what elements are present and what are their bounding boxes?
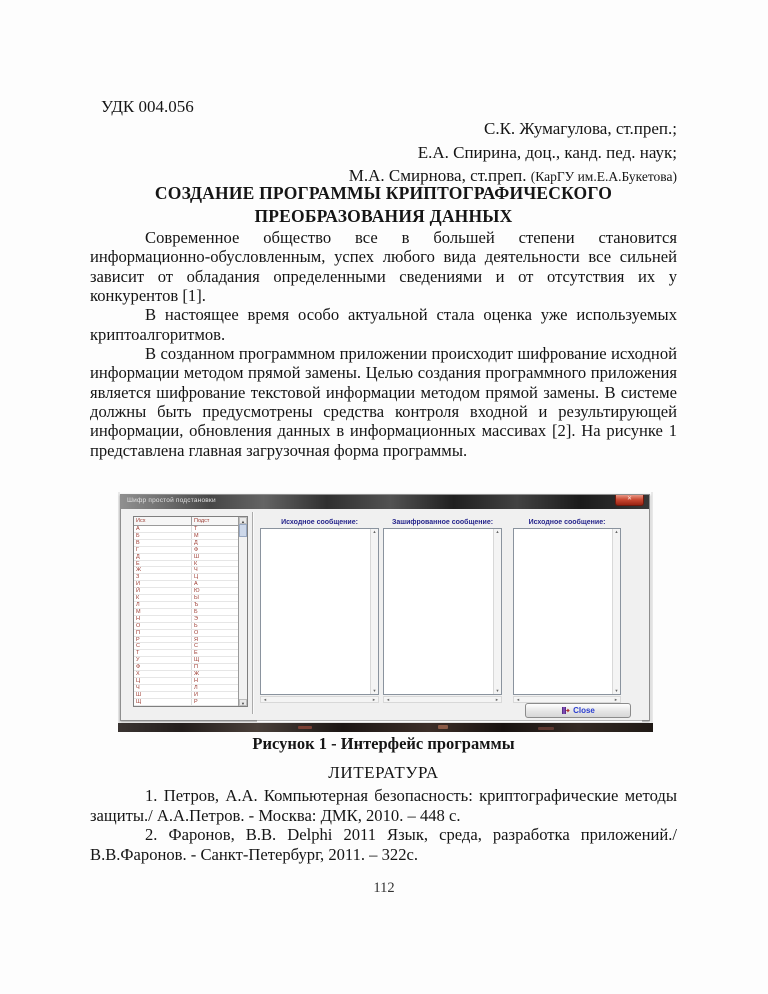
literature-heading: ЛИТЕРАТУРА <box>328 763 439 782</box>
scroll-left-icon[interactable]: ◄ <box>386 697 390 702</box>
substitute-letter: Л <box>194 684 198 691</box>
author-line <box>349 117 677 141</box>
source-letter: З <box>134 574 192 580</box>
source-letter: У <box>134 657 192 663</box>
panel-source-message <box>260 518 379 703</box>
scroll-down-icon[interactable]: ▼ <box>372 688 377 693</box>
source-letter: О <box>134 623 192 629</box>
source-letter: Й <box>134 588 192 594</box>
substitute-letter: С <box>194 643 198 650</box>
scroll-up-icon[interactable]: ▲ <box>614 529 619 534</box>
source-letter: П <box>134 630 192 636</box>
close-icon: ✕ <box>626 496 633 502</box>
scroll-left-icon[interactable]: ◄ <box>516 697 520 702</box>
scroll-right-icon[interactable]: ► <box>614 697 618 702</box>
window-title: Шифр простой подстановки <box>127 497 216 504</box>
substitute-letter: Ю <box>194 588 200 595</box>
table-header-row <box>134 517 239 526</box>
scroll-down-icon[interactable]: ▼ <box>495 688 500 693</box>
table-row[interactable] <box>134 678 239 685</box>
table-row[interactable] <box>134 588 239 595</box>
table-row[interactable] <box>134 554 239 561</box>
table-header-source[interactable]: Исх <box>134 517 192 525</box>
substitute-letter: Ф <box>194 546 199 553</box>
substitute-letter: Ь <box>194 622 198 629</box>
panel-decrypted-message <box>513 518 621 703</box>
source-letter: И <box>134 581 192 587</box>
substitution-table-rows <box>134 526 239 706</box>
scroll-right-icon[interactable]: ► <box>495 697 499 702</box>
source-letter: А <box>134 526 192 532</box>
substitute-letter: Ы <box>194 595 199 602</box>
scroll-left-icon[interactable]: ◄ <box>263 697 267 702</box>
source-letter: Ч <box>134 685 192 691</box>
substitute-letter: Ч <box>194 567 198 574</box>
source-letter: Т <box>134 650 192 656</box>
source-letter: Ж <box>134 567 192 573</box>
table-row[interactable] <box>134 581 239 588</box>
reference-item: 2. Фаронов, В.В. Delphi 2011 Язык, среда, разработка приложений./ В.В.Фаронов. - Санкт-Петербург, 2011. – 322с. <box>90 825 677 864</box>
reference-item: 1. Петров, А.А. Компьютерная безопасность: криптографические методы защиты./ А.А.Петров. - Москва: ДМК, 2010. – 448 с. <box>90 786 677 825</box>
textarea-vscrollbar[interactable] <box>612 529 620 694</box>
source-letter: В <box>134 540 192 546</box>
photo-noise <box>438 725 448 729</box>
window-client-area <box>121 509 649 720</box>
source-letter: М <box>134 609 192 615</box>
table-row[interactable] <box>134 547 239 554</box>
source-letter: Щ <box>134 699 192 705</box>
substitution-table-grid <box>134 517 239 706</box>
paragraph: Современное общество все в большей степени становится информационно-обусловленным, успех любого вида деятельности все сильней зависит от обладания определенными сведениями и от отсутствия их у конкурентов [1]. <box>90 228 677 306</box>
table-row[interactable] <box>134 685 239 692</box>
scrollbar-thumb[interactable] <box>239 524 247 537</box>
close-button-label: Close <box>573 706 595 715</box>
window-close-button[interactable] <box>615 495 644 506</box>
substitute-letter: Ж <box>194 671 200 678</box>
table-header-substitute[interactable]: Подст <box>194 518 210 524</box>
source-letter: Х <box>134 671 192 677</box>
references-list <box>90 786 677 864</box>
table-row[interactable] <box>134 657 239 664</box>
substitution-table[interactable] <box>133 516 248 707</box>
scroll-up-icon[interactable]: ▲ <box>239 517 247 524</box>
source-letter: Н <box>134 616 192 622</box>
table-row[interactable] <box>134 561 239 568</box>
horizontal-divider <box>257 720 642 721</box>
table-row[interactable] <box>134 526 239 533</box>
panel-label: Исходное сообщение: <box>281 519 358 526</box>
photo-noise <box>538 727 554 730</box>
substitute-letter: Т <box>194 526 198 532</box>
page-title <box>90 182 677 227</box>
table-row[interactable] <box>134 616 239 623</box>
table-row[interactable] <box>134 643 239 650</box>
exit-door-icon <box>561 706 570 715</box>
substitute-letter: Д <box>194 539 198 546</box>
table-row[interactable] <box>134 671 239 678</box>
substitute-letter: Ц <box>194 574 199 581</box>
table-row[interactable] <box>134 623 239 630</box>
source-letter: С <box>134 643 192 649</box>
author-name: С.К. Жумагулова, ст.преп.; <box>483 119 677 138</box>
source-letter: Р <box>134 637 192 643</box>
substitute-letter: И <box>194 691 198 698</box>
substitute-letter: П <box>194 664 198 671</box>
substitute-letter: Е <box>194 650 198 657</box>
udk-code: УДК 004.056 <box>101 97 194 116</box>
window-titlebar[interactable] <box>121 495 649 509</box>
figure-edge <box>651 492 653 724</box>
author-name: М.А. Смирнова, ст.преп. <box>348 166 527 185</box>
substitute-letter: Н <box>194 677 198 684</box>
paragraph: В созданном программном приложении происходит шифрование исходной информации методом прямой замены. Целью создания программного приложения является шифрование текстовой информации методом прямой замены. В системе должны быть предусмотрены средства контроля входной и результирующей информации, обновления данных в информационных массивах [2]. На рисунке 1 представлена главная загрузочная форма программы. <box>90 344 677 460</box>
textarea-vscrollbar[interactable] <box>493 529 501 694</box>
substitute-letter: А <box>194 581 198 588</box>
title-line: СОЗДАНИЕ ПРОГРАММЫ КРИПТОГРАФИЧЕСКОГО <box>154 183 613 203</box>
app-window <box>120 494 650 721</box>
substitute-letter: О <box>194 629 199 636</box>
figure-caption: Рисунок 1 - Интерфейс программы <box>252 734 515 753</box>
table-row[interactable] <box>134 567 239 574</box>
author-name: Е.А. Спирина, доц., канд. пед. наук; <box>417 142 677 162</box>
table-row[interactable] <box>134 699 239 706</box>
substitute-letter: Я <box>194 636 198 643</box>
encrypted-message-textarea[interactable] <box>383 528 502 695</box>
panel-label: Зашифрованное сообщение: <box>391 519 494 526</box>
table-row[interactable] <box>134 602 239 609</box>
scroll-down-icon[interactable]: ▼ <box>614 688 619 693</box>
source-letter: Ц <box>134 678 192 684</box>
textarea-vscrollbar[interactable] <box>370 529 378 694</box>
textarea-hscrollbar[interactable] <box>383 696 502 703</box>
textarea-hscrollbar[interactable] <box>260 696 379 703</box>
scroll-right-icon[interactable]: ► <box>372 697 376 702</box>
table-row[interactable] <box>134 650 239 657</box>
title-line: ПРЕОБРАЗОВАНИЯ ДАННЫХ <box>254 205 513 226</box>
scroll-down-icon[interactable]: ▼ <box>239 699 247 706</box>
source-message-textarea[interactable] <box>260 528 379 695</box>
source-letter: Е <box>134 561 192 567</box>
substitute-letter: К <box>194 560 198 567</box>
authors-block <box>349 117 677 189</box>
source-letter: К <box>134 595 192 601</box>
photo-noise <box>298 726 312 729</box>
source-letter: Ш <box>134 692 192 698</box>
substitute-letter: Ъ <box>194 601 199 608</box>
textarea-hscrollbar[interactable] <box>513 696 621 703</box>
table-row[interactable] <box>134 692 239 699</box>
table-row[interactable] <box>134 574 239 581</box>
author-affiliation: (КарГУ им.Е.А.Букетова) <box>530 169 677 184</box>
paragraph: В настоящее время особо актуальной стала оценка уже используемых криптоалгоритмов. <box>90 305 677 344</box>
source-letter: Б <box>134 533 192 539</box>
source-letter: Г <box>134 547 192 553</box>
figure-dark-strip <box>118 723 653 732</box>
scroll-up-icon[interactable]: ▲ <box>495 529 500 534</box>
table-scrollbar[interactable] <box>238 517 247 706</box>
substitute-letter: Ш <box>194 553 200 560</box>
vertical-divider <box>252 512 253 714</box>
source-letter: Ф <box>134 664 192 670</box>
source-letter: Л <box>134 602 192 608</box>
panel-encrypted-message <box>383 518 502 703</box>
author-line <box>349 141 677 165</box>
substitute-letter: М <box>194 532 199 539</box>
close-button[interactable] <box>525 703 631 718</box>
table-row[interactable] <box>134 540 239 547</box>
table-row[interactable] <box>134 637 239 644</box>
figure-screenshot <box>118 492 653 732</box>
substitute-letter: Б <box>194 608 198 615</box>
page-number: 112 <box>373 880 395 896</box>
substitute-letter: Щ <box>194 657 200 664</box>
article-body <box>90 228 677 460</box>
substitute-letter: Э <box>194 615 198 622</box>
table-row[interactable] <box>134 595 239 602</box>
table-row[interactable] <box>134 533 239 540</box>
substitute-letter: Р <box>194 698 198 705</box>
source-letter: Д <box>134 554 192 560</box>
table-row[interactable] <box>134 664 239 671</box>
panel-label: Исходное сообщение: <box>528 519 606 526</box>
scroll-up-icon[interactable]: ▲ <box>372 529 377 534</box>
table-row[interactable] <box>134 609 239 616</box>
decrypted-message-textarea[interactable] <box>513 528 621 695</box>
table-row[interactable] <box>134 630 239 637</box>
